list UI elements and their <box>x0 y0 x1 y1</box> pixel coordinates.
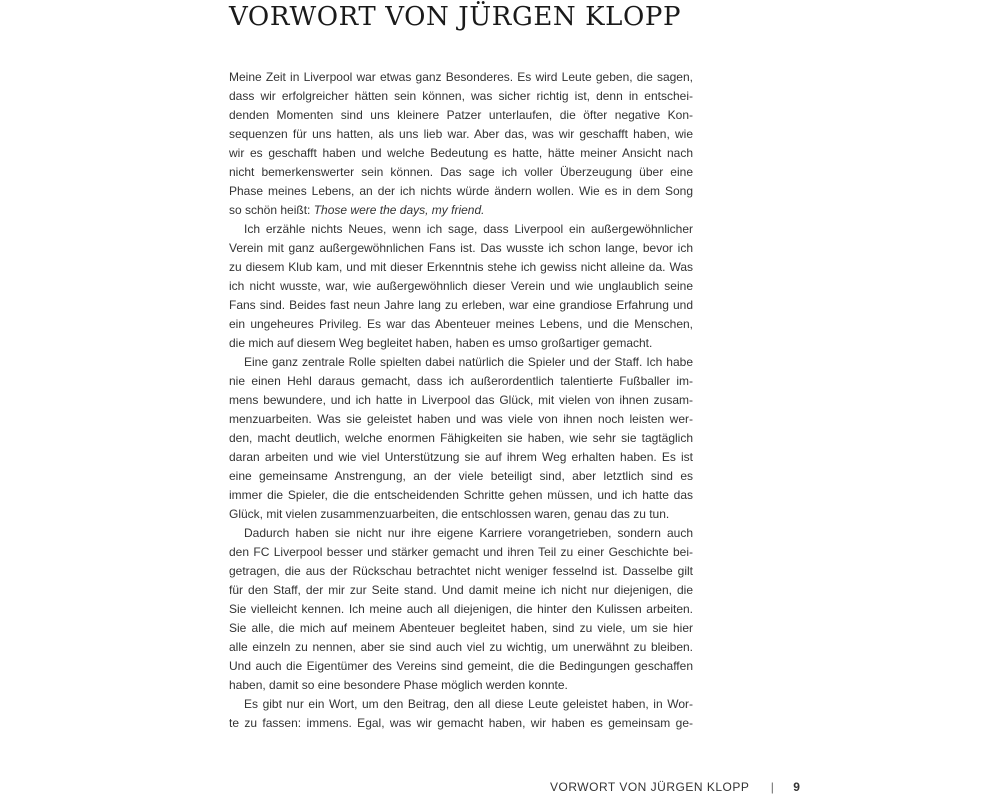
text-line: Dadurch haben sie nicht nur ihre eigene Karriere vorangetrieben, sondern auch <box>244 526 693 540</box>
paragraph-1 <box>229 68 693 220</box>
text-line: te zu fassen: immens. Egal, was wir gemacht haben, wir haben es gemeinsam ge- <box>229 716 693 730</box>
text-line: sequenzen für uns hatten, als uns lieb war. Aber das, was wir geschafft haben, wie <box>229 127 693 141</box>
text-line: haben, damit so eine besondere Phase möglich werden konnte. <box>229 678 568 692</box>
text-line: ein ungeheures Privileg. Es war das Abenteuer meines Lebens, und die Menschen, <box>229 317 693 331</box>
text-line: alle einzeln zu nennen, aber sie sind auch viel zu wichtig, um unerwähnt zu bleiben. <box>229 640 693 654</box>
text-line: Sie alle, die mich auf meinem Abenteuer begleitet haben, sind zu viele, um sie hier <box>229 621 693 635</box>
text-line: daran arbeiten und wie viel Unterstützung sie auf ihrem Weg erhalten haben. Es ist <box>229 450 693 464</box>
text-line: mens bewundere, und ich hatte in Liverpool das Glück, mit vielen von ihnen zusam- <box>229 393 693 407</box>
text-line: Meine Zeit in Liverpool war etwas ganz Besonderes. Es wird Leute geben, die sagen, <box>229 70 693 84</box>
text-line-prefix: so schön heißt: <box>229 203 314 217</box>
text-line: Es gibt nur ein Wort, um den Beitrag, den all diese Leute geleistet haben, in Wor- <box>244 697 693 711</box>
text-line: wir es geschafft haben und welche Bedeutung es hatte, hätte meiner Ansicht nach <box>229 146 693 160</box>
text-line: denden Momenten sind uns kleinere Patzer unterlaufen, die öfter negative Kon- <box>229 108 693 122</box>
text-line: getragen, die aus der Rückschau betrachtet nicht weniger fesselnd ist. Dasselbe gilt <box>229 564 693 578</box>
footer-separator: | <box>770 780 774 794</box>
song-title-quote: Those were the days, my friend. <box>313 203 485 217</box>
text-line: für den Staff, der mir zur Seite stand. Und damit meine ich nicht nur diejenigen, die <box>229 583 693 597</box>
page-footer <box>550 778 800 796</box>
text-line: menzuarbeiten. Was sie geleistet haben und was viele von ihnen noch leisten wer- <box>229 412 693 426</box>
running-head: VORWORT VON JÜRGEN KLOPP <box>550 780 750 794</box>
body-text <box>229 68 693 733</box>
text-line: Phase meines Lebens, an der ich nichts würde ändern wollen. Wie es in dem Song <box>229 184 693 198</box>
paragraph-3 <box>229 353 693 524</box>
text-line: dass wir erfolgreicher hätten sein können, was sicher richtig ist, denn in entschei- <box>229 89 693 103</box>
text-line: Ich erzähle nichts Neues, wenn ich sage, dass Liverpool ein außergewöhnlicher <box>244 222 693 236</box>
text-line: die mich auf diesem Weg begleitet haben, haben es umso großartiger gemacht. <box>229 336 653 350</box>
text-line: den, macht deutlich, welche enormen Fähigkeiten sie haben, wie sehr sie tagtäglich <box>229 431 693 445</box>
text-line: Fans sind. Beides fast neun Jahre lang zu erleben, war eine grandiose Erfahrung und <box>229 298 693 312</box>
text-line: ich nicht wusste, war, wie außergewöhnlich dieser Verein und wie unglaublich seine <box>229 279 693 293</box>
text-line: Eine ganz zentrale Rolle spielten dabei natürlich die Spieler und der Staff. Ich habe <box>244 355 693 369</box>
text-line: Und auch die Eigentümer des Vereins sind gemeint, die die Bedingungen geschaffen <box>229 659 693 673</box>
text-line <box>229 201 693 220</box>
paragraph-2 <box>229 220 693 353</box>
text-line: Verein mit ganz außergewöhnlichen Fans ist. Das wusste ich schon lange, bevor ich <box>229 241 693 255</box>
text-line: Glück, mit vielen zusammenzuarbeiten, die entschlossen waren, genau das zu tun. <box>229 507 670 521</box>
paragraph-4 <box>229 524 693 695</box>
text-line: nie einen Hehl daraus gemacht, dass ich außerordentlich talentierte Fußballer im- <box>229 374 693 388</box>
text-line: zu diesem Klub kam, und mit dieser Erkenntnis stehe ich gewiss nicht alleine da. Was <box>229 260 693 274</box>
paragraph-5 <box>229 695 693 733</box>
text-line: den FC Liverpool besser und stärker gemacht und ihren Teil zu einer Geschichte bei- <box>229 545 693 559</box>
chapter-title: VORWORT VON JÜRGEN KLOPP <box>229 2 682 32</box>
page-number: 9 <box>793 780 800 794</box>
text-line: immer die Spieler, die die entscheidenden Schritte gehen müssen, und ich hatte das <box>229 488 693 502</box>
text-line: eine gemeinsame Anstrengung, an der viele beteiligt sind, aber letztlich sind es <box>229 469 693 483</box>
text-line: Sie vielleicht kennen. Ich meine auch all diejenigen, die hinter den Kulissen arbeiten. <box>229 602 693 616</box>
text-line: nicht bemerkenswerter sein können. Das sage ich voller Überzeugung über eine <box>229 165 693 179</box>
